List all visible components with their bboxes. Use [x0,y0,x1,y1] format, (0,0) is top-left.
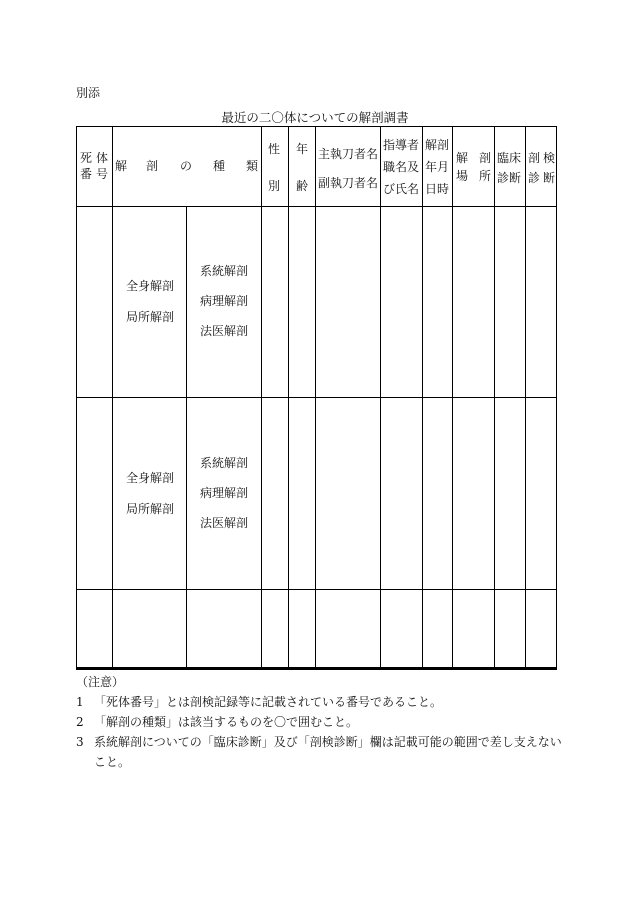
header-pathology-line: 診断 [528,171,559,185]
col-line [315,126,316,670]
header-body-number-char: 番 [80,167,93,181]
col-line [112,126,113,670]
note-text: 「解剖の種類」は該当するものを〇で囲むこと。 [94,715,359,729]
row-divider-2 [76,589,556,590]
header-assistant-surgeon: 副執刀者名 [318,176,379,190]
note-number: 3 [76,735,84,749]
note-item [76,712,566,732]
table-top-border [76,126,556,127]
table-bottom-border [76,667,556,670]
header-sex-char: 別 [268,179,281,193]
header-autopsy-type-char: 剖 [146,159,159,173]
table-right-border [556,126,557,670]
header-datetime-line: 解剖 [425,138,450,152]
row-divider-1 [76,397,556,398]
header-sex-char: 性 [268,142,281,156]
header-datetime-line: 日時 [425,182,450,196]
row-1-forensic: 法医解剖 [200,324,249,338]
col-line [494,126,495,670]
note-number: 2 [76,715,84,729]
attachment-label: 別添 [76,86,101,100]
header-body-number-char: 死 [80,151,93,165]
header-supervisor-line: 職名及 [383,160,420,174]
header-autopsy-type-char: 類 [246,159,259,173]
col-line [288,126,289,670]
row-2-forensic: 法医解剖 [200,516,249,530]
header-place-char: 場 [456,169,469,183]
row-1-pathological: 病理解剖 [200,294,249,308]
row-2-systematic: 系統解剖 [200,456,249,470]
row-1-local: 局所解剖 [126,310,175,324]
notes-section [76,672,566,772]
header-body-number-char: 体 [96,151,109,165]
header-clinical-line: 臨床 [497,151,522,165]
col-line [452,126,453,670]
header-pathology-line: 剖検 [528,151,559,165]
notes-heading: （注意） [76,675,125,689]
col-line [422,126,423,670]
header-autopsy-type-char: 種 [213,159,226,173]
note-item [76,732,566,772]
header-autopsy-type-char: 解 [115,159,128,173]
header-place-char: 剖 [479,151,492,165]
header-age-char: 年 [296,142,309,156]
header-supervisor-line: 指導者 [383,138,420,152]
note-item [76,692,566,712]
row-2-pathological: 病理解剖 [200,486,249,500]
note-number: 1 [76,695,84,709]
header-bottom-border [76,206,556,207]
note-text: 「死体番号」とは剖検記録等に記載されている番号であること。 [94,695,443,709]
header-datetime-line: 年月 [425,160,450,174]
document-title: 最近の二〇体についての解剖調書 [221,110,409,125]
header-place-char: 所 [479,169,492,183]
header-chief-surgeon: 主執刀者名 [318,147,379,161]
header-body-number-char: 号 [96,167,109,181]
col-line-kinds [186,206,187,670]
col-line [261,126,262,670]
header-age-char: 齢 [296,179,309,193]
header-supervisor-line: び氏名 [383,182,420,196]
header-place-char: 解 [456,151,469,165]
row-1-whole-body: 全身解剖 [126,279,175,293]
header-autopsy-type-char: の [180,159,193,173]
header-clinical-line: 診断 [497,171,522,185]
table-left-border [76,126,77,670]
note-text: 系統解剖についての「臨床診断」及び「剖検診断」欄は記載可能の範囲で差し支えないこと。 [94,735,562,769]
col-line [525,126,526,670]
row-2-whole-body: 全身解剖 [126,471,175,485]
row-2-local: 局所解剖 [126,502,175,516]
row-1-systematic: 系統解剖 [200,264,249,278]
col-line [380,126,381,670]
